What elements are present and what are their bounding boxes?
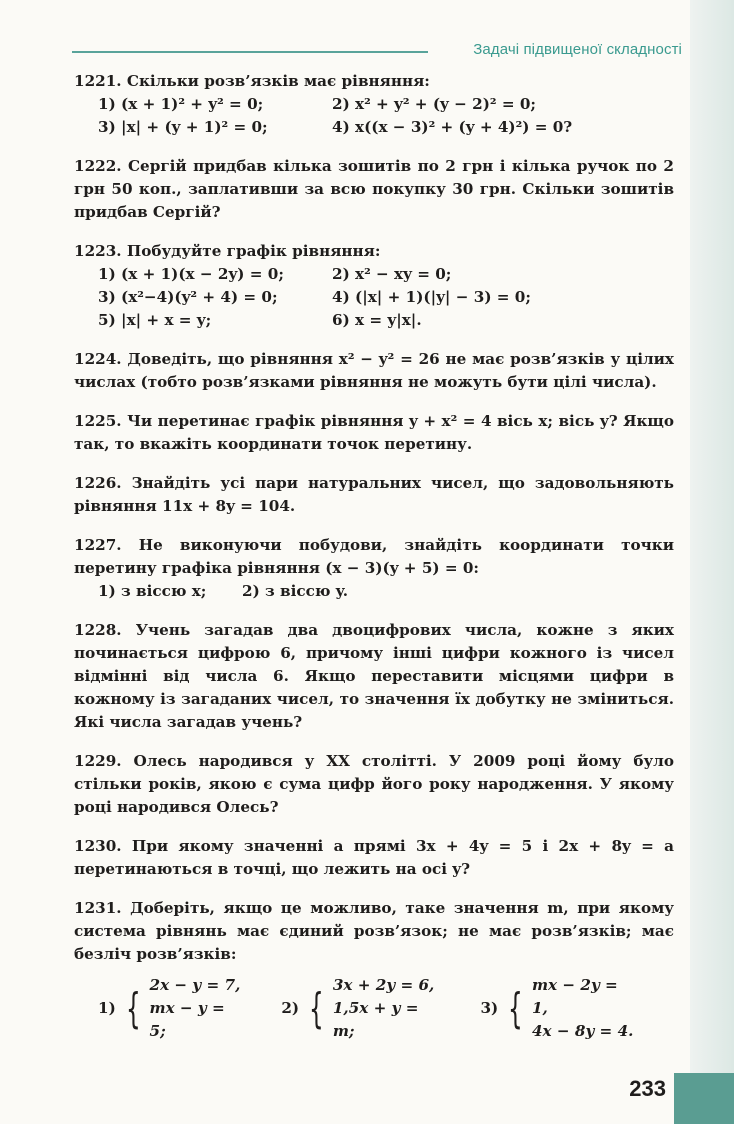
problem-1222 <box>74 155 674 224</box>
problem-number: 1231. <box>74 899 122 917</box>
page-number: 233 <box>629 1076 666 1101</box>
page-number-tab <box>674 1073 734 1124</box>
option: 4) (|x| + 1)(|y| − 3) = 0; <box>332 288 531 306</box>
problem-number: 1230. <box>74 837 122 855</box>
problem-number: 1228. <box>74 621 122 639</box>
problem-1225 <box>74 410 674 456</box>
problem-text: При якому значенні a прямі 3x + 4y = 5 і 2x + 8y = a перетинаються в точці, що лежить на осі y? <box>74 837 674 878</box>
page-edge-strip <box>690 0 734 1124</box>
brace-icon: { <box>309 983 324 1033</box>
option-grid <box>74 93 674 139</box>
problem-text: Доведіть, що рівняння x² − y² = 26 не має розв’язків у цілих числах (тобто розв’язками рівняння не можуть бути цілі числа). <box>74 350 674 391</box>
problem-number: 1227. <box>74 536 122 554</box>
problem-1223 <box>74 240 674 332</box>
option: 2) з віссю y. <box>242 582 349 600</box>
option: 1) з віссю x; <box>98 582 207 600</box>
problem-1231 <box>74 897 674 1043</box>
option: 5) |x| + x = y; <box>98 311 212 329</box>
equation-systems <box>74 974 674 1043</box>
system-equation: 1,5x + y = m; <box>332 999 419 1040</box>
system-equation: 3x + 2y = 6, <box>332 976 435 994</box>
system-label: 2) <box>281 999 300 1017</box>
brace-icon: { <box>125 983 141 1033</box>
section-title: Задачі підвищеної складності <box>473 41 682 58</box>
problem-1226 <box>74 472 674 518</box>
problem-1228 <box>74 619 674 734</box>
option-grid <box>74 263 674 332</box>
option: 4) x((x − 3)² + (y + 4)²) = 0? <box>332 118 573 136</box>
option: 1) (x + 1)² + y² = 0; <box>98 95 264 113</box>
equation-system <box>480 974 638 1043</box>
brace-icon: { <box>508 983 523 1033</box>
problem-number: 1223. <box>74 242 122 260</box>
system-label: 1) <box>98 999 116 1017</box>
system-equation: mx − y = 5; <box>149 999 225 1040</box>
problem-number: 1229. <box>74 752 122 770</box>
equation-system <box>98 974 245 1043</box>
option: 6) x = y|x|. <box>332 311 422 329</box>
system-equation: 2x − y = 7, <box>149 976 241 994</box>
exercise-list <box>74 70 674 1059</box>
option: 3) |x| + (y + 1)² = 0; <box>98 118 268 136</box>
problem-number: 1221. <box>74 72 122 90</box>
option-grid <box>74 580 674 603</box>
problem-text: Скільки розв’язків має рівняння: <box>126 72 430 90</box>
equation-system <box>281 974 444 1043</box>
system-label: 3) <box>480 999 499 1017</box>
header-rule <box>72 51 428 53</box>
problem-text: Олесь народився у XX столітті. У 2009 році йому було стільки років, якою є сума цифр його року народження. У якому році народився Олесь? <box>74 752 675 816</box>
problem-text: Сергій придбав кілька зошитів по 2 грн і кілька ручок по 2 грн 50 коп., заплативши за всю покупку 30 грн. Скільки зошитів придбав Сергій? <box>74 157 674 221</box>
problem-text: Доберіть, якщо це можливо, таке значення m, при якому система рівнянь має єдиний розв’язок; не має розв’язків; має безліч розв’язків: <box>74 899 674 963</box>
problem-number: 1224. <box>74 350 122 368</box>
problem-text: Знайдіть усі пари натуральних чисел, що задовольняють рівняння 11x + 8y = 104. <box>74 474 674 515</box>
page-header <box>72 40 682 64</box>
problem-1230 <box>74 835 674 881</box>
problem-1227 <box>74 534 674 603</box>
option: 3) (x²−4)(y² + 4) = 0; <box>98 288 278 306</box>
option: 1) (x + 1)(x − 2y) = 0; <box>98 265 284 283</box>
option: 2) x² − xy = 0; <box>332 265 452 283</box>
problem-number: 1225. <box>74 412 122 430</box>
system-equation: 4x − 8y = 4. <box>531 1022 634 1040</box>
problem-text: Не виконуючи побудови, знайдіть координати точки перетину графіка рівняння (x − 3)(y + 5) = 0: <box>74 536 674 577</box>
problem-text: Побудуйте графік рівняння: <box>126 242 381 260</box>
problem-text: Учень загадав два двоцифрових числа, кожне з яких починається цифрою 6, причому інші цифри кожного із чисел відмінні від числа 6. Якщо переставити місцями цифри в кожному із загаданих чисел, то значення їх добутку не зміниться. Які числа загадав учень? <box>74 621 674 731</box>
problem-1229 <box>74 750 674 819</box>
problem-1224 <box>74 348 674 394</box>
option: 2) x² + y² + (y − 2)² = 0; <box>332 95 537 113</box>
system-equation: mx − 2y = 1, <box>531 976 618 1017</box>
problem-number: 1222. <box>74 157 122 175</box>
problem-1221 <box>74 70 674 139</box>
problem-number: 1226. <box>74 474 122 492</box>
problem-text: Чи перетинає графік рівняння y + x² = 4 вісь x; вісь y? Якщо так, то вкажіть координати точок перетину. <box>74 412 674 453</box>
